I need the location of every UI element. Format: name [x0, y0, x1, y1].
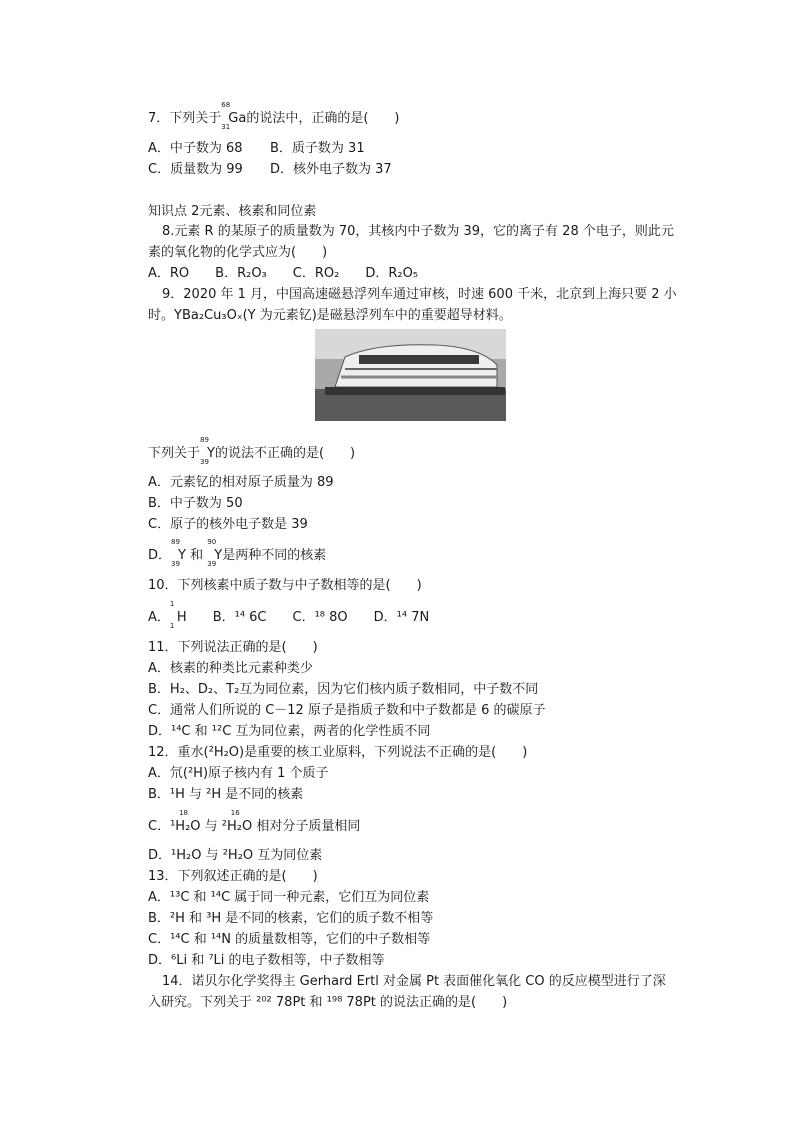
- q11-option-c: C．通常人们所说的 C－12 原子是指质子数和中子数都是 6 的碳原子: [148, 703, 546, 718]
- mass-number: 89: [171, 538, 180, 546]
- mass-number: 89: [200, 436, 209, 444]
- q7-nuclide: [221, 101, 247, 131]
- q10-options: [148, 600, 430, 630]
- atomic-number: 1: [169, 622, 175, 630]
- option-letter: D．: [148, 548, 172, 563]
- oxygen-mass-number: 16: [230, 809, 240, 817]
- q9-stem-prefix: 下列关于: [148, 446, 201, 461]
- q7-option-a: A．中子数为 68: [148, 141, 243, 156]
- q10-stem: 10．下列核素中质子数与中子数相等的是( ): [148, 578, 422, 593]
- q13-option-b: B．²H 和 ³H 是不同的核素，它们的质子数不相等: [148, 911, 434, 926]
- q12-stem: 12．重水(²H₂O)是重要的核工业原料，下列说法不正确的是( ): [148, 745, 528, 760]
- element-symbol: Ga: [228, 111, 247, 126]
- q7-stem-suffix: 的说法中，正确的是( ): [246, 111, 400, 126]
- q9-line-1: 9．2020 年 1 月，中国高速磁悬浮列车通过审核，时速 600 千米，北京到上海只要 2 小: [162, 287, 677, 302]
- element-symbol: Y: [207, 446, 215, 461]
- q12-option-c: [148, 809, 361, 835]
- nuclide-y89: [171, 538, 186, 568]
- q9-option-b: B．中子数为 50: [148, 496, 243, 511]
- option-letter: A．: [148, 610, 170, 625]
- q11-option-a: A．核素的种类比元素种类少: [148, 661, 313, 676]
- oxygen-mass-number: 18: [179, 809, 188, 817]
- q14-line-2: 入研究。下列关于 ²⁰² 78Pt 和 ¹⁹⁸ 78Pt 的说法正确的是( ): [148, 995, 508, 1010]
- element-symbol: Y: [178, 548, 186, 563]
- q9-stem: [148, 436, 356, 466]
- q11-option-d: D．¹⁴C 和 ¹²C 互为同位素，两者的化学性质不同: [148, 724, 431, 739]
- mass-number: 1: [169, 600, 175, 608]
- q14-line-1: 14．诺贝尔化学奖得主 Gerhard Ertl 对金属 Pt 表面催化氧化 CO 的反应模型进行了深: [162, 974, 666, 989]
- q12-option-d: D．¹H₂O 与 ²H₂O 互为同位素: [148, 848, 323, 863]
- nuclide-h1: [169, 600, 187, 630]
- q9-nuclide: [200, 436, 215, 466]
- mass-number: 68: [221, 101, 231, 109]
- option-text: C．¹H: [148, 819, 186, 834]
- q8-options: A．RO B．R₂O₃ C．RO₂ D．R₂O₅: [148, 266, 419, 281]
- maglev-train-illustration: [315, 329, 506, 421]
- option-text: ₂O 相对分子质量相同: [236, 819, 361, 834]
- q13-option-d: D．⁶Li 和 ⁷Li 的电子数相等，中子数相等: [148, 953, 385, 968]
- element-symbol: Y: [214, 548, 223, 563]
- maglev-train-photo: [315, 329, 506, 421]
- q7-stem: [148, 101, 400, 131]
- q13-option-c: C．¹⁴C 和 ¹⁴N 的质量数相等，它们的中子数相等: [148, 932, 431, 947]
- q11-stem: 11．下列说法正确的是( ): [148, 640, 318, 655]
- q12-option-b: B．¹H 与 ²H 是不同的核素: [148, 787, 304, 802]
- q7-stem-prefix: 7．下列关于: [148, 111, 222, 126]
- connector-text: 和: [185, 548, 208, 563]
- q9-option-d: [148, 538, 327, 568]
- q12-option-a: A．氘(²H)原子核内有 1 个质子: [148, 766, 329, 781]
- q7-option-c: C．质量数为 99: [148, 162, 243, 177]
- atomic-number: 39: [207, 560, 217, 568]
- q10-other-options: B．¹⁴ 6C C．¹⁸ 8O D．¹⁴ 7N: [186, 610, 430, 625]
- q13-stem: 13．下列叙述正确的是( ): [148, 869, 318, 884]
- q9-option-c: C．原子的核外电子数是 39: [148, 517, 308, 532]
- option-text: ₂O 与 ²H: [185, 819, 237, 834]
- atomic-number: 39: [200, 458, 209, 466]
- q7-option-d: D．核外电子数为 37: [270, 162, 392, 177]
- element-symbol: H: [176, 610, 187, 625]
- q9-option-a: A．元素钇的相对原子质量为 89: [148, 475, 334, 490]
- q9-stem-suffix: 的说法不正确的是( ): [214, 446, 356, 461]
- atomic-number: 39: [171, 560, 180, 568]
- q7-option-b: B．质子数为 31: [270, 141, 365, 156]
- section-heading: 知识点 2元素、核素和同位素: [148, 204, 317, 219]
- nuclide-y90: [207, 538, 223, 568]
- q8-line-2: 素的氧化物的化学式应为( ): [148, 245, 328, 260]
- option-text: 是两种不同的核素: [222, 548, 327, 563]
- q11-option-b: B．H₂、D₂、T₂互为同位素，因为它们核内质子数相同，中子数不同: [148, 682, 539, 697]
- atomic-number: 31: [221, 123, 231, 131]
- mass-number: 90: [207, 538, 217, 546]
- q9-line-2: 时。YBa₂Cu₃Oₓ(Y 为元素钇)是磁悬浮列车中的重要超导材料。: [148, 308, 512, 323]
- q8-line-1: 8.元素 R 的某原子的质量数为 70，其核内中子数为 39，它的离子有 28 个电子，则此元: [162, 224, 674, 239]
- q13-option-a: A．¹³C 和 ¹⁴C 属于同一种元素，它们互为同位素: [148, 890, 430, 905]
